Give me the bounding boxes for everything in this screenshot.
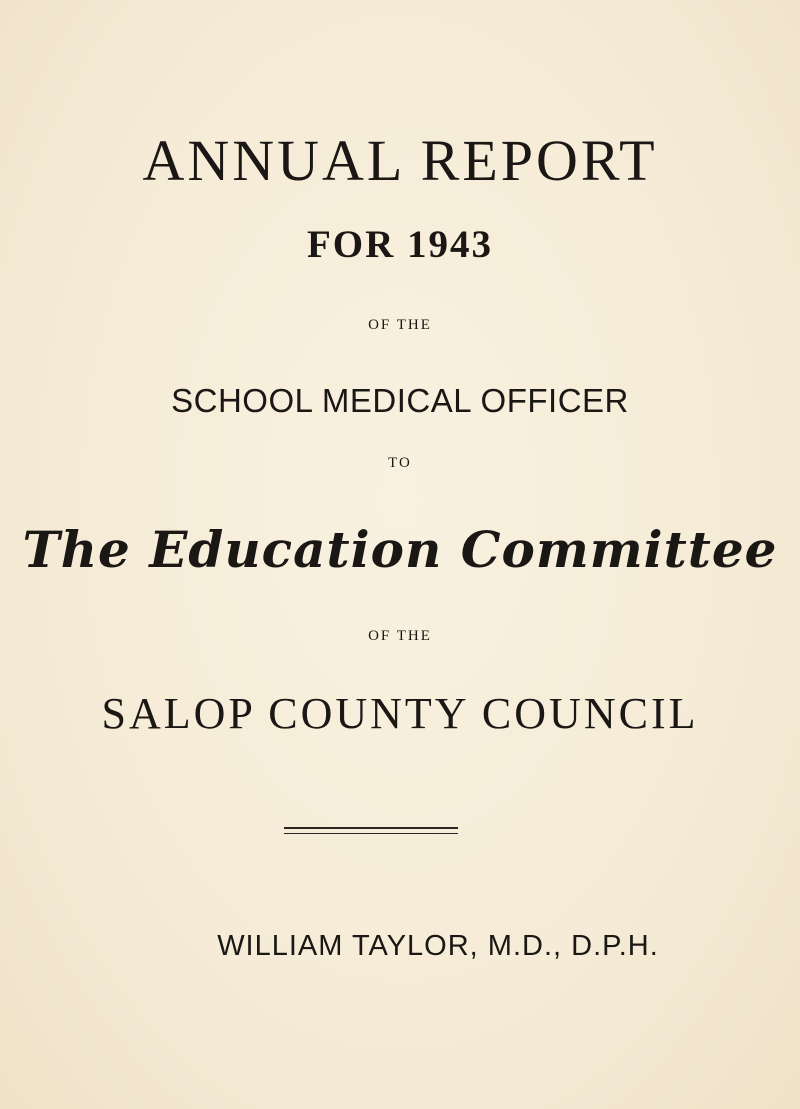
council-heading: SALOP COUNTY COUNCIL [101, 689, 699, 738]
committee-heading: The Education Committee [22, 520, 778, 579]
officer-heading: SCHOOL MEDICAL OFFICER [171, 382, 629, 419]
author-name: WILLIAM TAYLOR, M.D., D.P.H. [217, 930, 659, 962]
report-year: FOR 1943 [306, 223, 494, 266]
of-the-label-1: OF THE [368, 317, 432, 333]
to-label: TO [388, 455, 412, 471]
report-title: ANNUAL REPORT [142, 128, 658, 193]
divider-rule [284, 827, 458, 829]
divider-rule-thin [284, 833, 458, 834]
of-the-label-2: OF THE [368, 628, 432, 644]
